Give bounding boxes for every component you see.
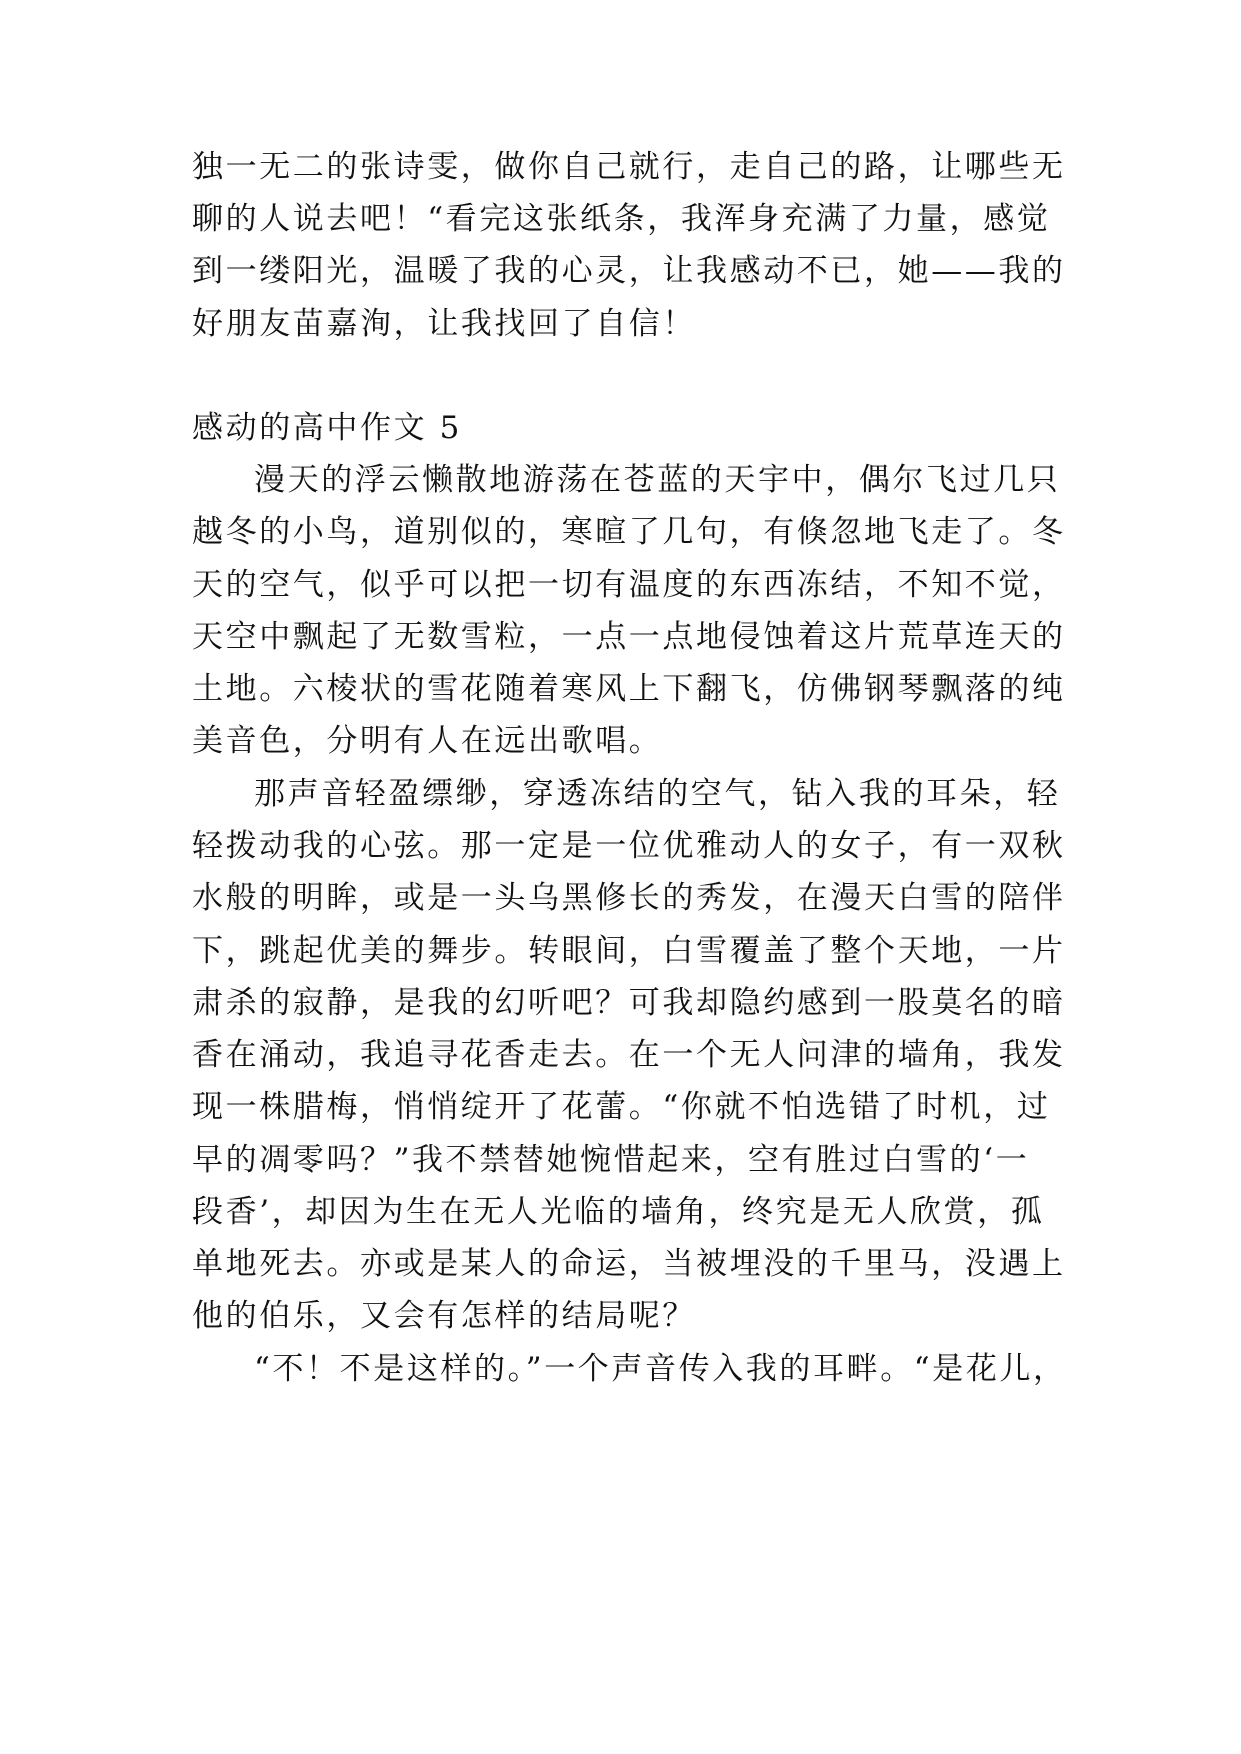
body-text-line: 肃杀的寂静，是我的幻听吧？可我却隐约感到一股莫名的暗 bbox=[192, 985, 1066, 1021]
body-text-line: 轻拨动我的心弦。那一定是一位优雅动人的女子，有一双秋 bbox=[192, 828, 1066, 864]
body-text-line: 香在涌动，我追寻花香走去。在一个无人问津的墙角，我发 bbox=[192, 1037, 1066, 1073]
body-text-line: 土地。六棱状的雪花随着寒风上下翻飞，仿佛钢琴飘落的纯 bbox=[192, 671, 1066, 707]
paragraph-first-line: “不！不是这样的。”一个声音传入我的耳畔。“是花儿， bbox=[254, 1351, 1067, 1387]
body-text-line: 美音色，分明有人在远出歌唱。 bbox=[192, 723, 663, 759]
body-text-line: 段香’，却因为生在无人光临的墙角，终究是无人欣赏，孤 bbox=[192, 1194, 1045, 1230]
body-text-line: 到一缕阳光，温暖了我的心灵，让我感动不已，她——我的 bbox=[192, 253, 1066, 289]
body-text-line: 天的空气，似乎可以把一切有温度的东西冻结，不知不觉， bbox=[192, 567, 1066, 603]
body-text-line: 水般的明眸，或是一头乌黑修长的秀发，在漫天白雪的陪伴 bbox=[192, 880, 1066, 916]
body-text-line: 单地死去。亦或是某人的命运，当被埋没的千里马，没遇上 bbox=[192, 1246, 1066, 1282]
body-text-line: 早的凋零吗？”我不禁替她惋惜起来，空有胜过白雪的‘一 bbox=[192, 1142, 1030, 1178]
body-text-line: 好朋友苗嘉洵，让我找回了自信！ bbox=[192, 306, 696, 342]
body-text-line: 越冬的小鸟，道别似的，寒暄了几句，有倏忽地飞走了。冬 bbox=[192, 514, 1066, 550]
section-title: 感动的高中作文 5 bbox=[192, 410, 462, 446]
body-text-line: 下，跳起优美的舞步。转眼间，白雪覆盖了整个天地，一片 bbox=[192, 933, 1066, 969]
body-text-line: 独一无二的张诗雯，做你自己就行，走自己的路，让哪些无 bbox=[192, 149, 1066, 185]
body-text-line: 天空中飘起了无数雪粒，一点一点地侵蚀着这片荒草连天的 bbox=[192, 619, 1066, 655]
paragraph-first-line: 那声音轻盈缥缈，穿透冻结的空气，钻入我的耳朵，轻 bbox=[254, 776, 1061, 812]
body-text-line: 他的伯乐，又会有怎样的结局呢？ bbox=[192, 1298, 696, 1334]
body-text-line: 现一株腊梅，悄悄绽开了花蕾。“你就不怕选错了时机，过 bbox=[192, 1089, 1051, 1125]
body-text-line: 聊的人说去吧！“看完这张纸条，我浑身充满了力量，感觉 bbox=[192, 201, 1051, 237]
paragraph-first-line: 漫天的浮云懒散地游荡在苍蓝的天宇中，偶尔飞过几只 bbox=[254, 462, 1061, 498]
